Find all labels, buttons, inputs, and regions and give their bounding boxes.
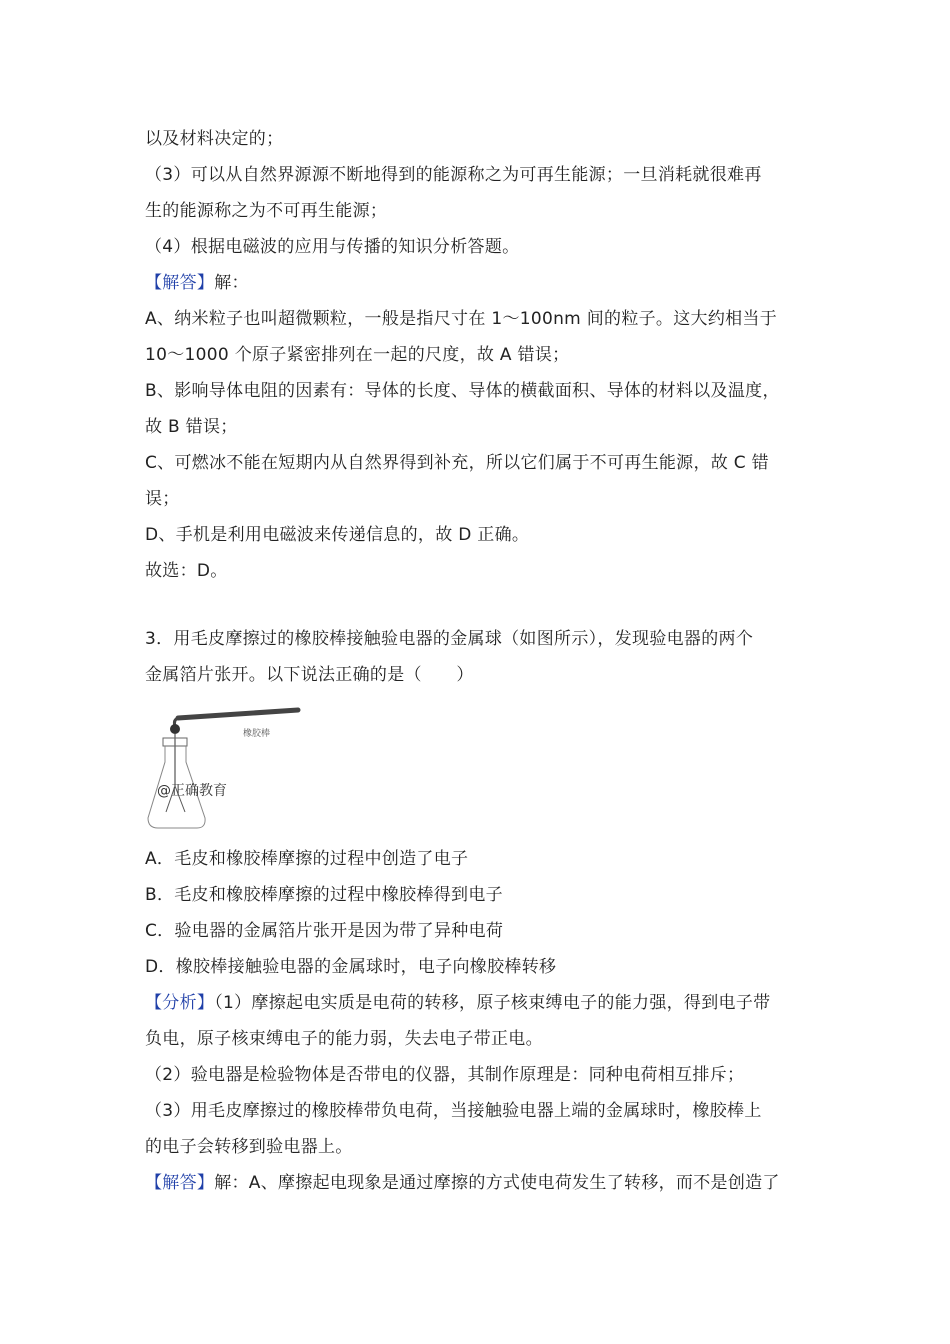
line-text: （2）验电器是检验物体是否带电的仪器，其制作原理是：同种电荷相互排斥； [145, 1065, 745, 1085]
text-line [145, 200, 387, 222]
text-line [145, 848, 468, 870]
electroscope-figure [145, 700, 310, 835]
section-tag: 【解答】 [145, 273, 215, 293]
line-text: 负电，原子核束缚电子的能力弱，失去电子带正电。 [145, 1029, 543, 1049]
line-text: 的电子会转移到验电器上。 [145, 1137, 353, 1157]
line-text: 10～1000 个原子紧密排列在一起的尺度，故 A 错误； [145, 345, 570, 365]
line-text: （4）根据电磁波的应用与传播的知识分析答题。 [145, 237, 520, 257]
text-line [145, 344, 569, 366]
text-line [145, 1136, 353, 1158]
line-text: B．毛皮和橡胶棒摩擦的过程中橡胶棒得到电子 [145, 885, 503, 905]
line-text: B、影响导体电阻的因素有：导体的长度、导体的横截面积、导体的材料以及温度， [145, 381, 780, 401]
text-line [145, 128, 283, 150]
text-line [145, 1172, 780, 1194]
line-text: 3．用毛皮摩擦过的橡胶棒接触验电器的金属球（如图所示），发现验电器的两个 [145, 629, 754, 649]
line-text: 以及材料决定的； [145, 129, 284, 149]
text-line [145, 628, 753, 650]
watermark-text: @正确教育 [157, 783, 227, 799]
text-line [145, 452, 769, 474]
line-text: 解： [214, 273, 249, 293]
section-tag: 【分析】 [145, 993, 215, 1013]
line-text: C、可燃冰不能在短期内从自然界得到补充，所以它们属于不可再生能源，故 C 错 [145, 453, 769, 473]
line-text: 金属箔片张开。以下说法正确的是（ ） [145, 665, 474, 685]
line-text: 解：A、摩擦起电现象是通过摩擦的方式使电荷发生了转移，而不是创造了 [214, 1173, 780, 1193]
text-line [145, 884, 503, 906]
section-tag: 【解答】 [145, 1173, 215, 1193]
rubber-rod [178, 710, 298, 718]
text-line [145, 488, 180, 510]
line-text: D、手机是利用电磁波来传递信息的，故 D 正确。 [145, 525, 530, 545]
text-line [145, 956, 556, 978]
text-line [145, 664, 474, 686]
line-text: （3）用毛皮摩擦过的橡胶棒带负电荷，当接触验电器上端的金属球时，橡胶棒上 [145, 1101, 762, 1121]
text-line [145, 272, 249, 294]
line-text: 故选：D。 [145, 561, 228, 581]
text-line [145, 992, 770, 1014]
line-text: A．毛皮和橡胶棒摩擦的过程中创造了电子 [145, 849, 469, 869]
text-line [145, 920, 503, 942]
line-text: （1）摩擦起电实质是电荷的转移，原子核束缚电子的能力强，得到电子带 [214, 993, 771, 1013]
line-text: A、纳米粒子也叫超微颗粒，一般是指尺寸在 1～100nm 间的粒子。这大约相当于 [145, 309, 778, 329]
line-text: （3）可以从自然界源源不断地得到的能源称之为可再生能源；一旦消耗就很难再 [145, 165, 762, 185]
text-line [145, 560, 228, 582]
line-text: 生的能源称之为不可再生能源； [145, 201, 388, 221]
text-line [145, 164, 762, 186]
text-line [145, 416, 238, 438]
line-text: C．验电器的金属箔片张开是因为带了异种电荷 [145, 921, 504, 941]
text-line [145, 1064, 744, 1086]
line-text: 误； [145, 489, 180, 509]
line-text: D．橡胶棒接触验电器的金属球时，电子向橡胶棒转移 [145, 957, 557, 977]
text-line [145, 524, 529, 546]
text-line [145, 236, 519, 258]
line-text: 故 B 错误； [145, 417, 238, 437]
text-line [145, 1100, 762, 1122]
rod-label: 橡胶棒 [243, 729, 271, 739]
text-line [145, 308, 777, 330]
text-line [145, 380, 780, 402]
text-line [145, 1028, 543, 1050]
metal-ball [170, 724, 180, 734]
